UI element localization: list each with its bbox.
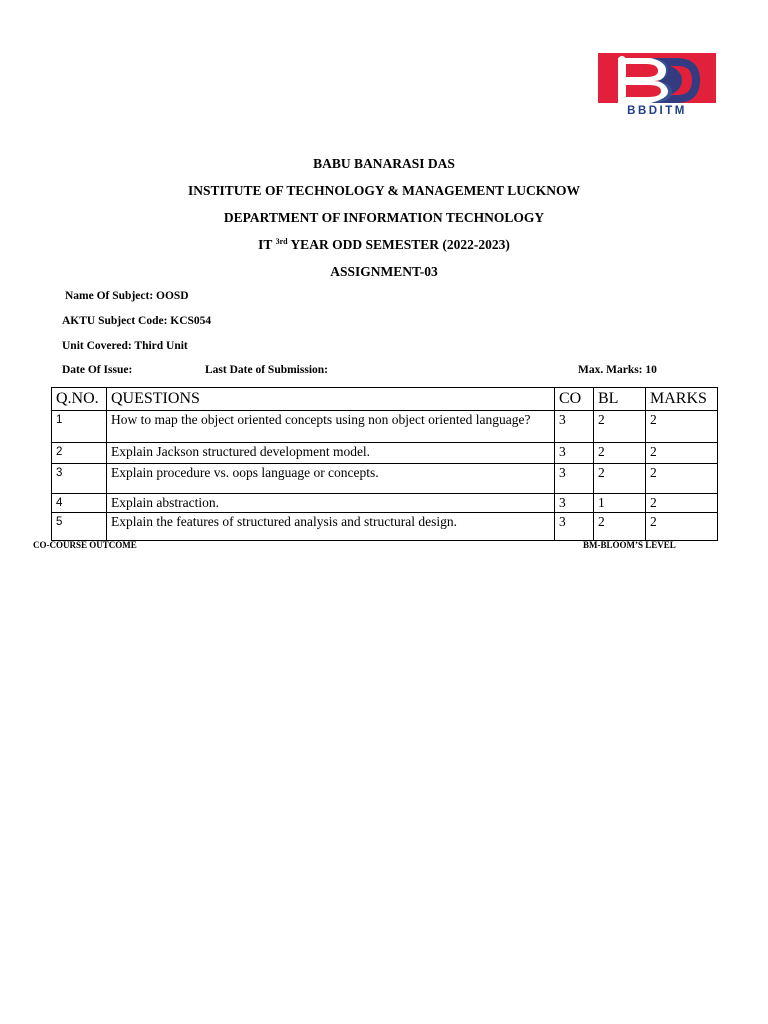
- logo-text: BBDITM: [627, 105, 687, 117]
- qno-cell: 4: [52, 494, 107, 513]
- institute-name-line-1: BABU BANARASI DAS: [313, 156, 455, 171]
- marks-cell: 2: [646, 411, 718, 443]
- bl-cell: 2: [594, 464, 646, 494]
- qno-cell: 1: [52, 411, 107, 443]
- header-bl: BL: [594, 388, 646, 411]
- semester-prefix: IT: [258, 237, 273, 252]
- table-row: [52, 443, 718, 464]
- question-cell: Explain procedure vs. oops language or concepts.: [107, 464, 555, 494]
- table-header-row: [52, 388, 718, 411]
- semester-suffix: YEAR ODD SEMESTER (2022-2023): [290, 237, 510, 252]
- unit-covered: Unit Covered: Third Unit: [62, 340, 188, 352]
- table-row: [52, 513, 718, 541]
- marks-cell: 2: [646, 443, 718, 464]
- table-row: [52, 411, 718, 443]
- bl-cell: 2: [594, 513, 646, 541]
- co-cell: 3: [555, 411, 594, 443]
- co-cell: 3: [555, 464, 594, 494]
- header-qno: Q.NO.: [52, 388, 107, 411]
- header-co: CO: [555, 388, 594, 411]
- co-cell: 3: [555, 443, 594, 464]
- question-cell: Explain abstraction.: [107, 494, 555, 513]
- table-row: [52, 494, 718, 513]
- semester-line: [0, 237, 768, 253]
- header-marks: MARKS: [646, 388, 718, 411]
- footer-bl-legend: BM-BLOOM’S LEVEL: [583, 540, 676, 550]
- semester-superscript: 3rd: [275, 237, 288, 246]
- question-cell: Explain the features of structured analysis and structural design.: [107, 513, 555, 541]
- question-cell: Explain Jackson structured development model.: [107, 443, 555, 464]
- marks-cell: 2: [646, 494, 718, 513]
- institute-name-line-2: INSTITUTE OF TECHNOLOGY & MANAGEMENT LUCKNOW: [188, 183, 580, 198]
- subject-code: AKTU Subject Code: KCS054: [62, 315, 212, 327]
- bl-cell: 2: [594, 411, 646, 443]
- bl-cell: 1: [594, 494, 646, 513]
- subject-name: Name Of Subject: OOSD: [65, 290, 189, 302]
- assignment-title: ASSIGNMENT-03: [330, 264, 438, 279]
- co-cell: 3: [555, 494, 594, 513]
- logo-emblem-icon: [596, 50, 718, 105]
- header-questions: QUESTIONS: [107, 388, 555, 411]
- institute-logo: [596, 50, 718, 120]
- bl-cell: 2: [594, 443, 646, 464]
- questions-table: [51, 387, 718, 541]
- qno-cell: 2: [52, 443, 107, 464]
- max-marks: Max. Marks: 10: [578, 364, 657, 376]
- marks-cell: 2: [646, 464, 718, 494]
- co-cell: 3: [555, 513, 594, 541]
- date-of-issue: Date Of Issue:: [62, 364, 133, 376]
- qno-cell: 3: [52, 464, 107, 494]
- footer-co-legend: CO-COURSE OUTCOME: [33, 540, 137, 550]
- last-date-of-submission: Last Date of Submission:: [205, 364, 329, 376]
- question-cell: How to map the object oriented concepts using non object oriented language?: [107, 411, 555, 443]
- marks-cell: 2: [646, 513, 718, 541]
- table-row: [52, 464, 718, 494]
- qno-cell: 5: [52, 513, 107, 541]
- department-name: DEPARTMENT OF INFORMATION TECHNOLOGY: [223, 210, 545, 225]
